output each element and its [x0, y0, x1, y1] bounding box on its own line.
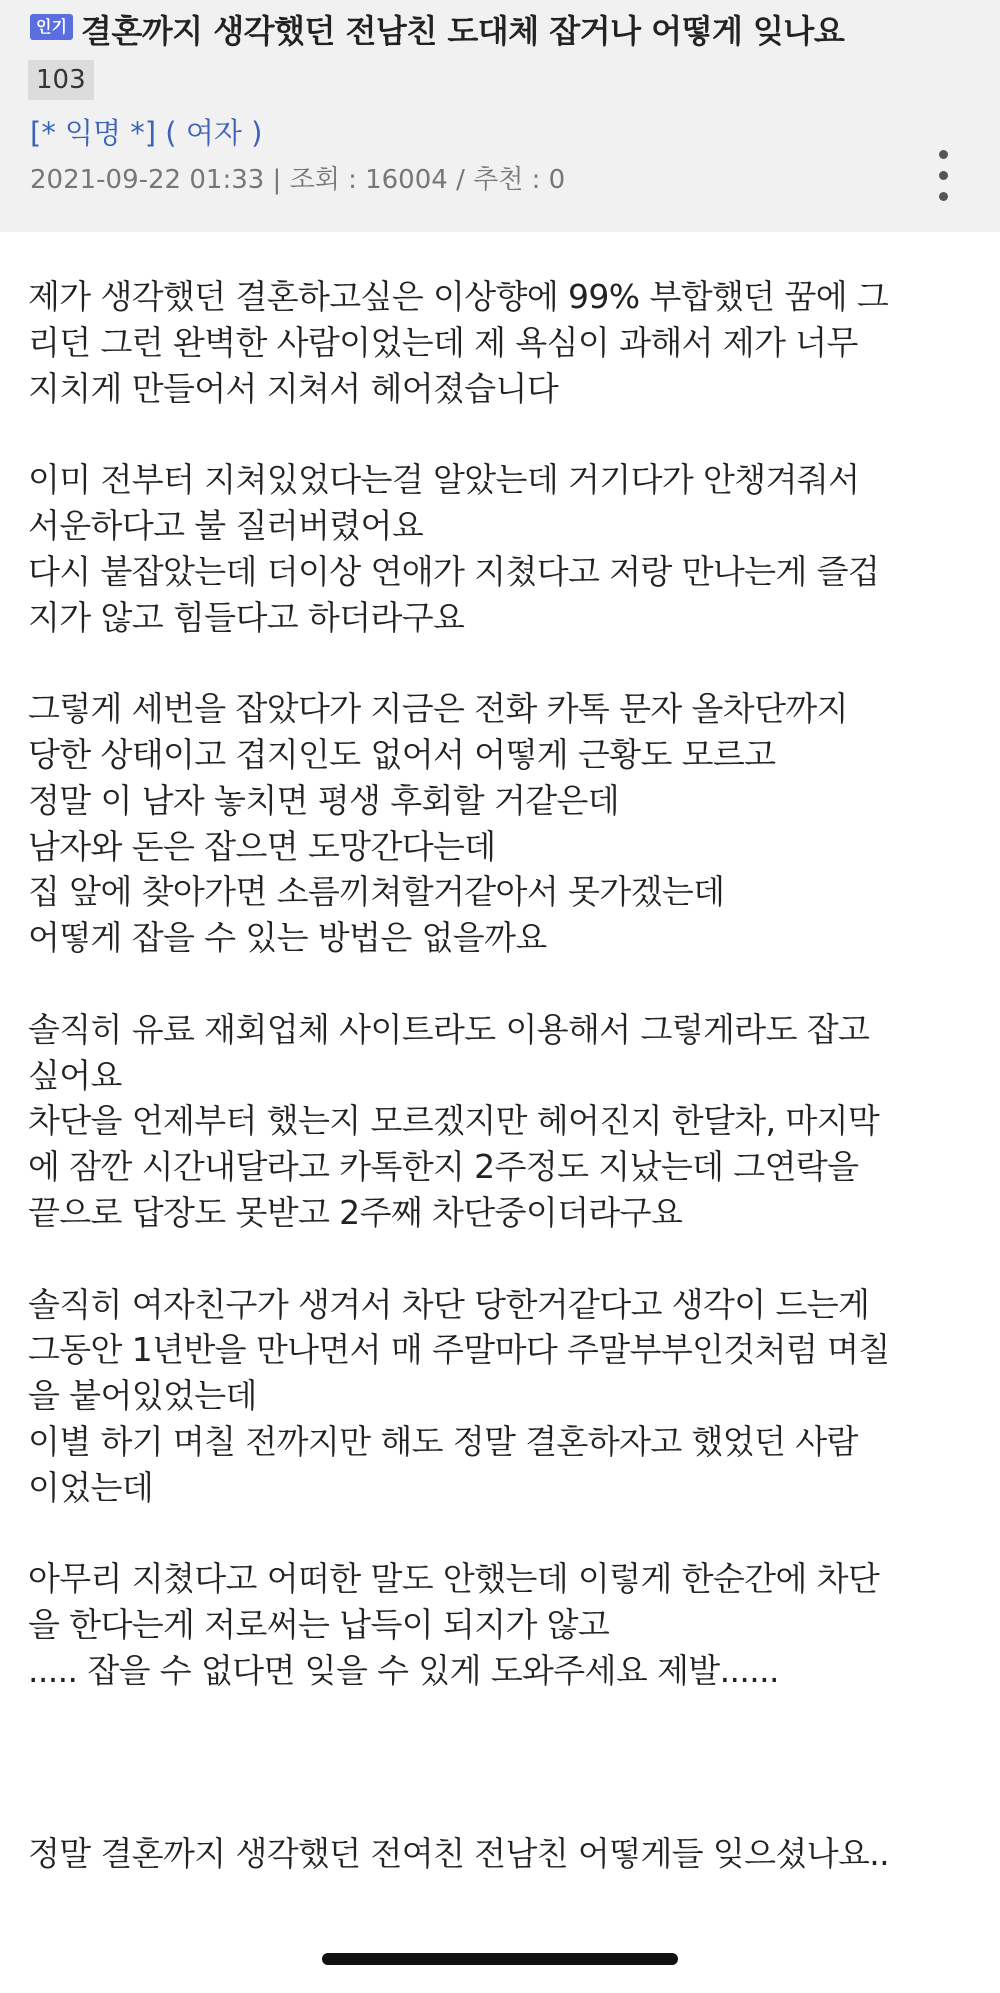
title-row: [30, 8, 980, 54]
body-line: 리던 그런 완벽한 사람이었는데 제 욕심이 과해서 제가 너무: [28, 322, 858, 362]
body-line: 지가 않고 힘들다고 하더라구요: [28, 597, 465, 637]
body-paragraph: [28, 457, 978, 640]
home-indicator[interactable]: [322, 1953, 678, 1965]
post-meta: 2021-09-22 01:33 | 조회 : 16004 / 추천 : 0: [30, 165, 566, 195]
closing-line: 정말 결혼까지 생각했던 전여친 전남친 어떻게들 잊으셨나요..: [28, 1834, 890, 1874]
body-paragraph: [28, 686, 978, 961]
body-line: 어떻게 잡을 수 있는 방법은 없을까요: [28, 918, 547, 958]
paragraph-spacer: [28, 961, 978, 1007]
body-paragraph: [28, 1282, 978, 1511]
body-line: 을 붙어있었는데: [28, 1376, 257, 1416]
body-paragraph: [28, 1556, 978, 1693]
body-line: 끝으로 답장도 못받고 2주째 차단중이더라구요: [28, 1192, 683, 1232]
more-options-button[interactable]: [926, 148, 962, 204]
body-paragraph: [28, 274, 978, 411]
comment-count-badge[interactable]: 103: [28, 60, 94, 100]
more-vertical-icon: [939, 171, 948, 180]
body-line: 싶어요: [28, 1055, 122, 1095]
body-line: 이별 하기 며칠 전까지만 해도 정말 결혼하자고 했었던 사람: [28, 1421, 858, 1461]
body-line: 당한 상태이고 겹지인도 없어서 어떻게 근황도 모르고: [28, 734, 776, 774]
body-line: 이었는데: [28, 1467, 154, 1507]
popular-badge: 인기: [30, 14, 73, 40]
body-line: 아무리 지쳤다고 어떠한 말도 안했는데 이렇게 한순간에 차단: [28, 1559, 880, 1599]
body-line: 그렇게 세번을 잡았다가 지금은 전화 카톡 문자 올차단까지: [28, 689, 848, 729]
body-line: 제가 생각했던 결혼하고싶은 이상향에 99% 부합했던 꿈에 그: [28, 277, 889, 316]
post-body: [28, 274, 978, 1877]
post-title: 결혼까지 생각했던 전남친 도대체 잡거나 어떻게 잊나요: [80, 12, 845, 50]
body-line: ..... 잡을 수 없다면 잊을 수 있게 도와주세요 제발......: [28, 1650, 779, 1690]
body-paragraph: [28, 1007, 978, 1236]
body-line: 이미 전부터 지쳐있었다는걸 알았는데 거기다가 안챙겨줘서: [28, 460, 860, 500]
paragraph-spacer: [28, 1511, 978, 1557]
paragraph-spacer: [28, 640, 978, 686]
paragraph-spacer: [28, 1694, 978, 1831]
more-vertical-icon: [939, 150, 948, 159]
body-line: 집 앞에 찾아가면 소름끼쳐할거같아서 못가겠는데: [28, 872, 725, 912]
body-line: 그동안 1년반을 만나면서 매 주말마다 주말부부인것처럼 며칠: [28, 1330, 890, 1370]
body-line: 솔직히 여자친구가 생겨서 차단 당한거같다고 생각이 드는게: [28, 1284, 870, 1324]
body-line: 을 한다는게 저로써는 납득이 되지가 않고: [28, 1605, 610, 1645]
body-line: 차단을 언제부터 했는지 모르겠지만 헤어진지 한달차, 마지막: [28, 1101, 880, 1141]
author-label[interactable]: [* 익명 *] ( 여자 ): [30, 116, 263, 150]
more-vertical-icon: [939, 192, 948, 201]
paragraph-spacer: [28, 411, 978, 457]
body-line: 다시 붙잡았는데 더이상 연애가 지쳤다고 저랑 만나는게 즐겁: [28, 551, 880, 591]
paragraph-spacer: [28, 1236, 978, 1282]
body-line: 솔직히 유료 재회업체 사이트라도 이용해서 그렇게라도 잡고: [28, 1009, 870, 1049]
body-line: 서운하다고 불 질러버렸어요: [28, 505, 424, 545]
body-line: 정말 이 남자 놓치면 평생 후회할 거같은데: [28, 780, 620, 820]
body-line: 남자와 돈은 잡으면 도망간다는데: [28, 826, 496, 866]
body-line: 지치게 만들어서 지쳐서 헤어졌습니다: [28, 368, 559, 408]
post-header: [0, 0, 1000, 232]
body-line: 에 잠깐 시간내달라고 카톡한지 2주정도 지났는데 그연락을: [28, 1147, 859, 1187]
